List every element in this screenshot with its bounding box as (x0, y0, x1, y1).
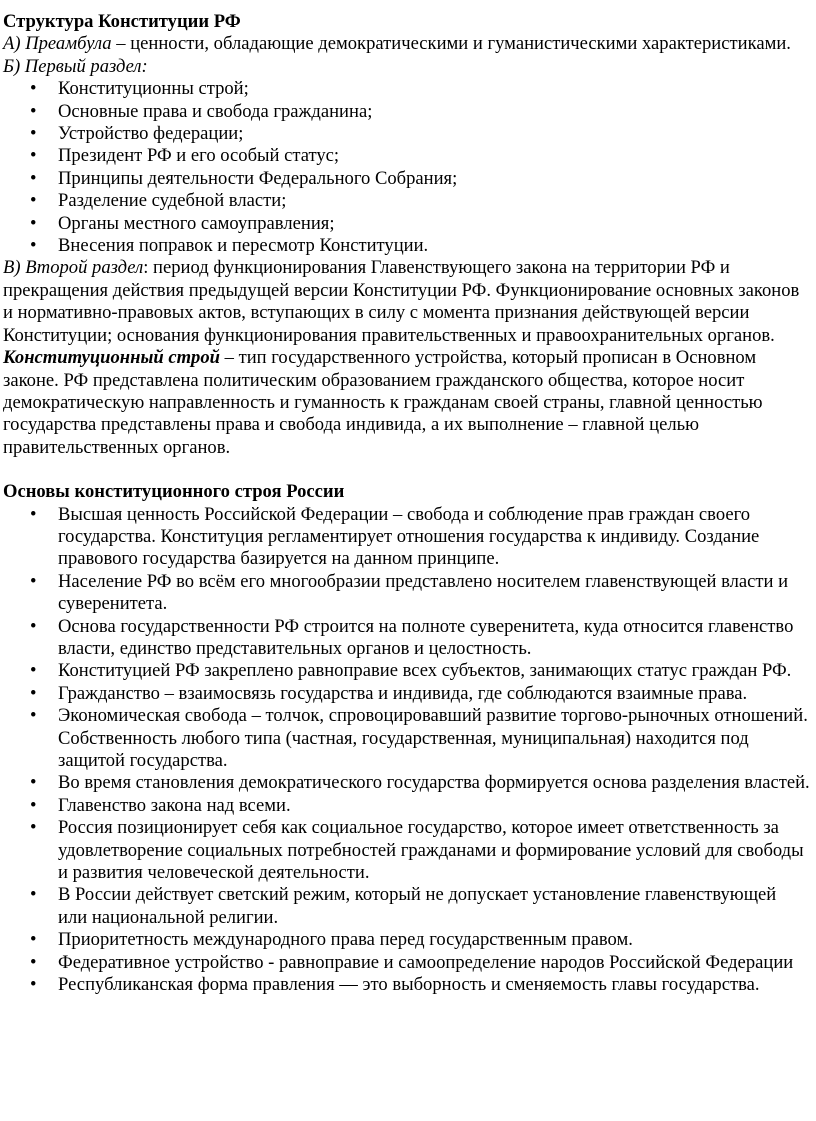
list-item: • Федеративное устройство - равноправие и самоопределение народов Российской Федерации (3, 952, 810, 974)
list-item: • Принципы деятельности Федерального Собрания; (3, 168, 810, 190)
list-item: • Разделение судебной власти; (3, 190, 810, 212)
definition-text: – тип государственного устройства, который прописан в Основном законе. РФ представлена политическим образованием гражданского общества, которое носит демократическую направленность и гуманность к гражданам своей страны, главной ценностью государства представлены права и свобода индивида, а их выполнение – главной целью правительственных органов. (3, 347, 763, 458)
list-item: • Россия позиционирует себя как социальное государство, которое имеет ответственность за удовлетворение социальных потребностей гражданами и формирование условий для свободы и развития человеческой деятельности. (3, 817, 810, 884)
preamble-paragraph (3, 33, 810, 55)
list-item: • Устройство федерации; (3, 123, 810, 145)
definition-term: Конституционный строй (3, 347, 220, 369)
list-item: • Приоритетность международного права перед государственным правом. (3, 929, 810, 951)
list-item: • Основа государственности РФ строится на полноте суверенитета, куда относится главенство власти, единство представительных органов и целостность. (3, 616, 810, 661)
list-item: • Во время становления демократического государства формируется основа разделения властей. (3, 772, 810, 794)
preamble-label: А) Преамбула (3, 33, 112, 55)
list-item: • Главенство закона над всеми. (3, 795, 810, 817)
section2-paragraph (3, 257, 810, 347)
section1-list (3, 78, 810, 257)
preamble-text: – ценности, обладающие демократическими и гуманистическими характеристиками. (111, 33, 791, 55)
list-item: • Конституцией РФ закреплено равноправие всех субъектов, занимающих статус граждан РФ. (3, 660, 810, 682)
list-item: • В России действует светский режим, который не допускает установление главенствующей или национальной религии. (3, 884, 810, 929)
list-item: • Основные права и свобода гражданина; (3, 101, 810, 123)
list-item: • Гражданство – взаимосвязь государства и индивида, где соблюдаются взаимные права. (3, 683, 810, 705)
definition-paragraph (3, 347, 810, 459)
spacer (3, 459, 810, 481)
list-item: • Президент РФ и его особый статус; (3, 145, 810, 167)
list-item: • Высшая ценность Российской Федерации – свобода и соблюдение прав граждан своего государства. Конституция регламентирует отношения государства к индивиду. Создание правового государства базируется на данном принципе. (3, 504, 810, 571)
list-item: • Внесения поправок и пересмотр Конституции. (3, 235, 810, 257)
list-item: • Органы местного самоуправления; (3, 213, 810, 235)
document-title: Структура Конституции РФ (3, 11, 241, 32)
basics-list (3, 504, 810, 997)
list-item: • Республиканская форма правления — это выборность и сменяемость главы государства. (3, 974, 810, 996)
section2-text: : период функционирования Главенствующего закона на территории РФ и прекращения действия предыдущей версии Конституции РФ. Функционирование основных законов и нормативно-правовых актов, вступающих в силу с момента признания действующей версии Конституции; основания функционирования правительственных и правоохранительных органов. (3, 257, 800, 346)
list-item: • Население РФ во всём его многообразии представлено носителем главенствующей власти и суверенитета. (3, 571, 810, 616)
list-item: • Конституционны строй; (3, 78, 810, 100)
list-item: • Экономическая свобода – толчок, спровоцировавший развитие торгово-рыночных отношений. Собственность любого типа (частная, государственная, муниципальная) находится под защитой государства. (3, 705, 810, 772)
section2-label: В) Второй раздел (3, 257, 144, 279)
basics-title: Основы конституционного строя России (3, 481, 345, 503)
section1-label: Б) Первый раздел: (3, 55, 148, 77)
